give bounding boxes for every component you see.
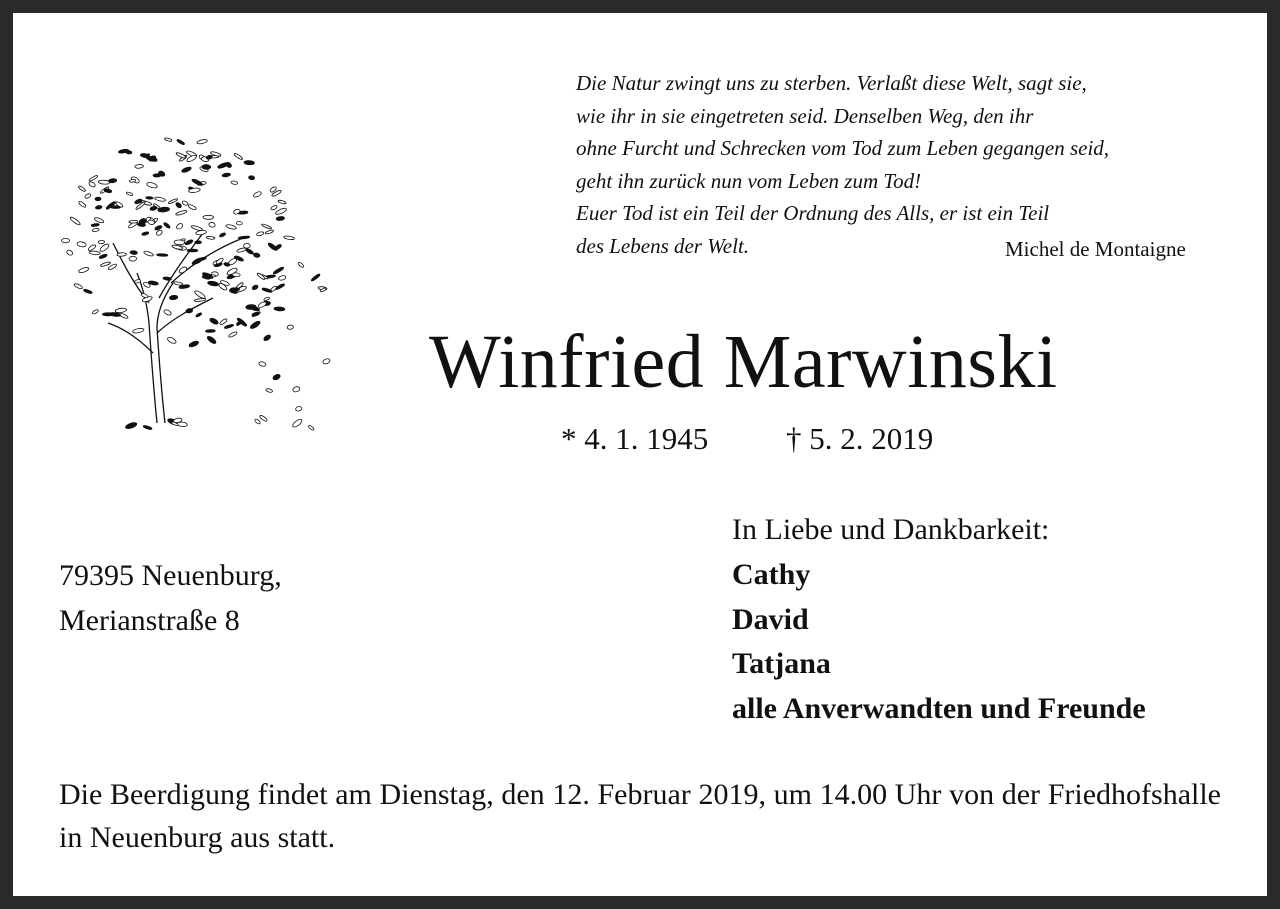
quote-author: Michel de Montaigne bbox=[1005, 237, 1186, 261]
leaf bbox=[125, 421, 138, 429]
leaf bbox=[258, 301, 268, 309]
leaf bbox=[311, 273, 321, 281]
leaf bbox=[263, 334, 272, 342]
leaf bbox=[187, 249, 198, 252]
leaf bbox=[191, 257, 203, 266]
leaf bbox=[202, 165, 211, 170]
mourner-name: alle Anverwandten und Freunde bbox=[732, 692, 1146, 726]
address bbox=[59, 554, 282, 643]
leaf bbox=[236, 247, 246, 253]
leaf bbox=[78, 185, 86, 192]
leaf bbox=[172, 244, 184, 250]
address-line: Merianstraße 8 bbox=[59, 603, 240, 637]
quote-line: ohne Furcht und Schrecken vom Tod zum Leben gegangen seid, bbox=[576, 136, 1110, 160]
leaf bbox=[88, 175, 98, 182]
leaf bbox=[191, 178, 203, 186]
leaf bbox=[222, 173, 231, 178]
mourners bbox=[732, 508, 1146, 732]
leaf bbox=[163, 222, 171, 229]
leaf bbox=[217, 162, 229, 170]
leaf bbox=[88, 181, 96, 188]
leaf bbox=[209, 317, 219, 325]
leaf bbox=[196, 230, 207, 236]
leaf bbox=[265, 229, 274, 234]
leaf bbox=[273, 266, 285, 275]
leaf bbox=[207, 281, 219, 287]
leaf bbox=[154, 196, 165, 202]
deceased-name: Winfried Marwinski bbox=[429, 320, 1058, 404]
leaf bbox=[274, 244, 282, 251]
leaf bbox=[308, 425, 315, 431]
leaf bbox=[173, 281, 183, 286]
leaf bbox=[167, 336, 177, 344]
leaf bbox=[272, 373, 281, 381]
mourner-name: Tatjana bbox=[732, 647, 831, 681]
leaf bbox=[194, 290, 206, 300]
leaf bbox=[104, 188, 113, 193]
leaf bbox=[163, 309, 172, 317]
leaf bbox=[95, 197, 101, 201]
leaf bbox=[195, 312, 202, 317]
leaf bbox=[126, 192, 133, 197]
leaf bbox=[253, 191, 262, 198]
leaf bbox=[146, 181, 158, 189]
leaf bbox=[249, 320, 261, 330]
leaf bbox=[206, 236, 215, 239]
leaf bbox=[256, 231, 264, 236]
leaf bbox=[231, 180, 238, 184]
leaf bbox=[146, 196, 153, 199]
leaf bbox=[284, 235, 295, 240]
leaf bbox=[178, 266, 188, 274]
leaf bbox=[92, 228, 99, 232]
leaf bbox=[297, 261, 304, 268]
leaf bbox=[228, 331, 238, 338]
funeral-notice: Die Beerdigung findet am Dienstag, den 12. Februar 2019, um 14.00 Uhr von der Friedhofshalle in Neuenburg aus statt. bbox=[59, 778, 1221, 854]
leaf bbox=[291, 418, 303, 428]
leaf bbox=[100, 261, 111, 267]
leaf bbox=[91, 223, 99, 227]
leaf bbox=[135, 164, 144, 168]
leaf bbox=[182, 200, 189, 206]
leaf bbox=[157, 254, 168, 257]
leaf bbox=[150, 206, 158, 211]
leaf bbox=[117, 253, 127, 257]
leaf bbox=[181, 166, 192, 173]
death-date: † 5. 2. 2019 bbox=[786, 421, 934, 456]
leaf bbox=[176, 139, 185, 146]
leaf bbox=[224, 324, 234, 329]
address-line: 79395 Neuenburg, bbox=[59, 559, 282, 592]
quote bbox=[576, 67, 1109, 262]
leaf bbox=[175, 210, 187, 216]
leaf bbox=[219, 318, 228, 325]
quote-line: geht ihn zurück nun vom Leben zum Tod! bbox=[576, 168, 922, 193]
leaf bbox=[186, 308, 194, 314]
leaf bbox=[254, 418, 261, 424]
leaf bbox=[99, 243, 110, 253]
leaf bbox=[322, 358, 331, 365]
leaf bbox=[230, 288, 239, 291]
birth-date: * 4. 1. 1945 bbox=[561, 421, 709, 456]
leaf bbox=[265, 388, 272, 393]
leaf bbox=[163, 277, 172, 281]
leaf bbox=[83, 289, 92, 295]
leaf bbox=[278, 200, 287, 205]
leaf bbox=[115, 308, 127, 314]
leaf bbox=[195, 241, 202, 244]
leaf bbox=[262, 287, 273, 293]
leaf bbox=[174, 240, 185, 245]
leaf bbox=[143, 250, 154, 257]
leaf bbox=[175, 222, 183, 230]
leaf bbox=[248, 175, 254, 180]
leaf bbox=[236, 221, 242, 225]
leaf bbox=[197, 139, 208, 145]
leaf bbox=[77, 241, 87, 247]
leaf bbox=[206, 155, 213, 160]
windblown-tree-icon bbox=[53, 123, 333, 443]
leaf bbox=[253, 252, 260, 258]
leaf bbox=[176, 152, 187, 159]
leaf bbox=[87, 244, 96, 252]
leaf bbox=[108, 178, 117, 183]
leaf bbox=[141, 293, 149, 299]
quote-line: wie ihr in sie eingetreten seid. Denselben Weg, den ihr bbox=[576, 103, 1034, 128]
leaf bbox=[62, 238, 70, 242]
quote-line: Euer Tod ist ein Teil der Ordnung des Alls, er ist ein Teil bbox=[576, 201, 1050, 225]
leaf bbox=[251, 284, 258, 290]
leaf bbox=[219, 232, 226, 237]
leaf bbox=[177, 422, 188, 427]
leaf bbox=[142, 231, 149, 235]
mourner-name: Cathy bbox=[732, 557, 811, 591]
leaf bbox=[206, 335, 217, 345]
leaf bbox=[89, 251, 100, 256]
leaf bbox=[66, 249, 74, 256]
leaf bbox=[94, 217, 105, 224]
leaf bbox=[292, 386, 300, 393]
mourners-intro: In Liebe und Dankbarkeit: bbox=[732, 513, 1050, 546]
leaf-cluster bbox=[62, 137, 331, 430]
leaf bbox=[184, 239, 193, 246]
leaf bbox=[98, 240, 105, 244]
leaf bbox=[130, 250, 138, 254]
leaf bbox=[287, 325, 294, 330]
leaf bbox=[129, 220, 138, 223]
leaf bbox=[129, 256, 137, 261]
leaf bbox=[259, 414, 268, 422]
leaf bbox=[92, 309, 99, 315]
leaf bbox=[95, 205, 102, 209]
leaf bbox=[226, 224, 237, 230]
leaf bbox=[78, 201, 87, 209]
leaf bbox=[203, 215, 214, 219]
leaf bbox=[205, 329, 215, 332]
leaf bbox=[252, 312, 260, 317]
leaf bbox=[164, 137, 172, 142]
leaf bbox=[245, 248, 254, 255]
leaf bbox=[258, 361, 266, 367]
leaf bbox=[270, 205, 277, 211]
leaf bbox=[132, 328, 144, 334]
mourner-name: David bbox=[732, 602, 809, 636]
obituary-card bbox=[13, 13, 1267, 896]
leaf bbox=[246, 304, 257, 309]
leaf bbox=[238, 236, 250, 240]
leaf bbox=[78, 267, 89, 274]
leaf bbox=[175, 202, 182, 209]
quote-line: Die Natur zwingt uns zu sterben. Verlaßt diese Welt, sagt sie, bbox=[576, 71, 1087, 95]
leaf bbox=[278, 275, 286, 281]
leaf bbox=[69, 216, 81, 226]
leaf bbox=[73, 283, 83, 290]
leaf bbox=[274, 307, 285, 311]
leaf bbox=[244, 160, 255, 165]
leaf bbox=[143, 425, 153, 430]
leaf bbox=[295, 406, 302, 412]
leaf bbox=[137, 223, 145, 227]
leaf bbox=[261, 223, 272, 229]
leaf bbox=[84, 193, 91, 199]
leaf bbox=[99, 254, 108, 260]
leaf bbox=[188, 340, 199, 348]
leaf bbox=[169, 295, 178, 300]
quote-line: des Lebens der Welt. bbox=[576, 233, 750, 258]
leaf bbox=[234, 153, 244, 161]
leaf bbox=[188, 204, 197, 211]
leaf bbox=[276, 216, 285, 221]
leaf bbox=[208, 222, 215, 228]
leaf bbox=[263, 297, 269, 301]
